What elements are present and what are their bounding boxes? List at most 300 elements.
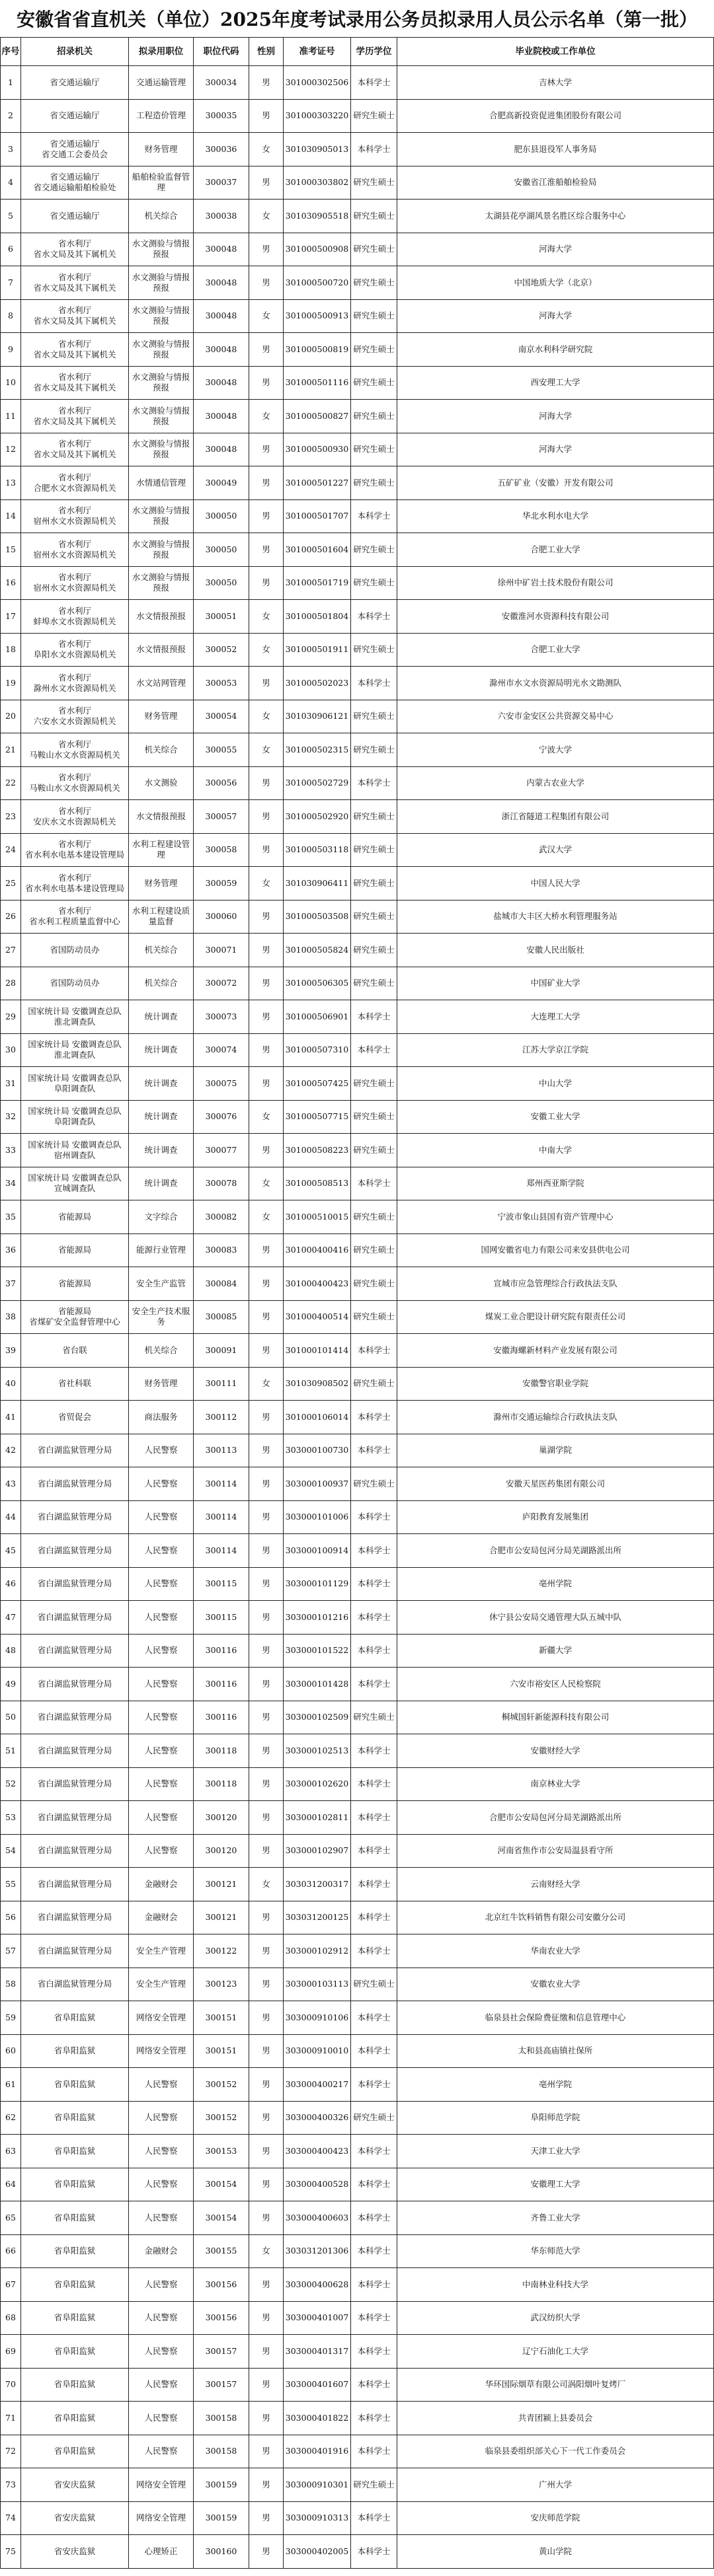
cell-position: 人民警察 xyxy=(129,2268,194,2302)
table-row xyxy=(0,1368,714,1401)
cell-agency: 省阜阳监狱 xyxy=(21,2035,129,2069)
cell-code: 300075 xyxy=(194,1067,249,1101)
cell-gender: 男 xyxy=(249,1401,284,1434)
cell-degree: 本科学士 xyxy=(351,1334,397,1368)
cell-gender: 男 xyxy=(249,333,284,367)
cell-gender: 男 xyxy=(249,1501,284,1535)
cell-school: 合肥市公安局包河分局芜湖路派出所 xyxy=(397,1801,714,1835)
cell-school: 西安理工大学 xyxy=(397,367,714,400)
cell-agency: 省阜阳监狱 xyxy=(21,2001,129,2035)
cell-degree: 研究生硕士 xyxy=(351,533,397,567)
table-row xyxy=(0,2435,714,2469)
cell-gender: 男 xyxy=(249,2068,284,2102)
cell-school: 庐阳教育发展集团 xyxy=(397,1501,714,1535)
table-row xyxy=(0,166,714,200)
cell-degree: 本科学士 xyxy=(351,1501,397,1535)
cell-agency: 省水利厅 省水利水电基本建设管理局 xyxy=(21,867,129,901)
column-header-seq: 序号 xyxy=(0,37,21,66)
cell-school: 中国人民大学 xyxy=(397,867,714,901)
cell-degree: 研究生硕士 xyxy=(351,867,397,901)
cell-school: 肥东县退役军人事务局 xyxy=(397,133,714,166)
cell-degree: 本科学士 xyxy=(351,2235,397,2269)
cell-agency: 省阜阳监狱 xyxy=(21,2435,129,2469)
cell-school: 滁州市水文水资源局明光水文勘测队 xyxy=(397,667,714,700)
table-row xyxy=(0,100,714,133)
cell-school: 合肥工业大学 xyxy=(397,533,714,567)
cell-seq: 13 xyxy=(0,466,21,500)
cell-agency: 省交通运输厅 xyxy=(21,66,129,100)
cell-position: 水文情报预报 xyxy=(129,600,194,634)
cell-code: 300078 xyxy=(194,1167,249,1201)
cell-school: 安徽人民出版社 xyxy=(397,934,714,967)
table-row xyxy=(0,1701,714,1735)
cell-school: 广州大学 xyxy=(397,2468,714,2502)
cell-gender: 女 xyxy=(249,2235,284,2269)
cell-code: 300115 xyxy=(194,1601,249,1635)
table-row xyxy=(0,700,714,734)
cell-position: 水文测验与情报预报 xyxy=(129,300,194,334)
cell-degree: 本科学士 xyxy=(351,2335,397,2369)
cell-exam-number: 301000507425 xyxy=(284,1067,351,1101)
cell-exam-number: 301000503508 xyxy=(284,901,351,934)
cell-code: 300153 xyxy=(194,2135,249,2168)
cell-exam-number: 301000500908 xyxy=(284,233,351,267)
cell-exam-number: 301030905013 xyxy=(284,133,351,166)
cell-school: 辽宁石油化工大学 xyxy=(397,2335,714,2369)
cell-code: 300059 xyxy=(194,867,249,901)
cell-code: 300118 xyxy=(194,1768,249,1802)
cell-code: 300114 xyxy=(194,1467,249,1501)
cell-gender: 男 xyxy=(249,2001,284,2035)
cell-seq: 24 xyxy=(0,834,21,867)
cell-school: 临泉县社会保险费征缴和信息管理中心 xyxy=(397,2001,714,2035)
cell-school: 天津工业大学 xyxy=(397,2135,714,2168)
cell-position: 机关综合 xyxy=(129,967,194,1001)
cell-school: 黄山学院 xyxy=(397,2535,714,2569)
cell-position: 统计调查 xyxy=(129,1167,194,1201)
cell-position: 水文测验与情报预报 xyxy=(129,333,194,367)
cell-position: 人民警察 xyxy=(129,1635,194,1668)
column-header-agency: 招录机关 xyxy=(21,37,129,66)
cell-position: 机关综合 xyxy=(129,200,194,233)
table-row xyxy=(0,400,714,433)
table-row xyxy=(0,2502,714,2536)
cell-position: 人民警察 xyxy=(129,1568,194,1601)
cell-seq: 29 xyxy=(0,1000,21,1034)
cell-code: 300048 xyxy=(194,400,249,433)
cell-gender: 女 xyxy=(249,1101,284,1134)
cell-seq: 68 xyxy=(0,2302,21,2336)
cell-exam-number: 301000507310 xyxy=(284,1034,351,1068)
table-row xyxy=(0,2201,714,2235)
cell-position: 财务管理 xyxy=(129,133,194,166)
cell-exam-number: 301000302506 xyxy=(284,66,351,100)
cell-degree: 本科学士 xyxy=(351,1901,397,1935)
cell-gender: 女 xyxy=(249,1167,284,1201)
cell-agency: 国家统计局 安徽调查总队 阜阳调查队 xyxy=(21,1101,129,1134)
cell-degree: 本科学士 xyxy=(351,2168,397,2202)
cell-exam-number: 303000910301 xyxy=(284,2468,351,2502)
table-row xyxy=(0,66,714,100)
cell-agency: 省水利厅 宿州水文水资源局机关 xyxy=(21,567,129,601)
cell-gender: 男 xyxy=(249,2268,284,2302)
cell-position: 人民警察 xyxy=(129,2302,194,2336)
cell-degree: 研究生硕士 xyxy=(351,433,397,467)
table-row xyxy=(0,266,714,300)
cell-code: 300158 xyxy=(194,2435,249,2469)
cell-school: 太和县高庙镇社保所 xyxy=(397,2035,714,2069)
table-row xyxy=(0,967,714,1001)
cell-seq: 28 xyxy=(0,967,21,1001)
cell-gender: 男 xyxy=(249,533,284,567)
cell-degree: 研究生硕士 xyxy=(351,567,397,601)
cell-school: 六安市裕安区人民检察院 xyxy=(397,1668,714,1701)
cell-seq: 61 xyxy=(0,2068,21,2102)
table-header xyxy=(0,37,714,66)
cell-degree: 本科学士 xyxy=(351,2502,397,2536)
cell-gender: 男 xyxy=(249,1067,284,1101)
cell-position: 水文测验与情报预报 xyxy=(129,266,194,300)
cell-agency: 省水利厅 省水文局及其下属机关 xyxy=(21,300,129,334)
cell-seq: 57 xyxy=(0,1934,21,1968)
cell-degree: 研究生硕士 xyxy=(351,733,397,767)
cell-degree: 本科学士 xyxy=(351,2402,397,2435)
cell-school: 中南大学 xyxy=(397,1134,714,1167)
table-row xyxy=(0,2302,714,2336)
cell-agency: 省水利厅 安庆水文水资源局机关 xyxy=(21,800,129,834)
cell-position: 商法服务 xyxy=(129,1401,194,1434)
cell-seq: 22 xyxy=(0,767,21,801)
cell-seq: 64 xyxy=(0,2168,21,2202)
cell-agency: 省水利厅 马鞍山水文水资源局机关 xyxy=(21,767,129,801)
cell-school: 阜阳师范学院 xyxy=(397,2102,714,2135)
cell-seq: 65 xyxy=(0,2201,21,2235)
cell-degree: 研究生硕士 xyxy=(351,1267,397,1301)
cell-gender: 男 xyxy=(249,1668,284,1701)
cell-gender: 男 xyxy=(249,1768,284,1802)
cell-school: 临泉县委组织部关心下一代工作委员会 xyxy=(397,2435,714,2469)
cell-code: 300122 xyxy=(194,1934,249,1968)
cell-position: 水文情报预报 xyxy=(129,634,194,667)
cell-gender: 女 xyxy=(249,1368,284,1401)
table-row xyxy=(0,600,714,634)
cell-seq: 11 xyxy=(0,400,21,433)
cell-code: 300151 xyxy=(194,2035,249,2069)
cell-degree: 研究生硕士 xyxy=(351,1200,397,1234)
cell-position: 统计调查 xyxy=(129,1067,194,1101)
cell-code: 300156 xyxy=(194,2302,249,2336)
cell-exam-number: 301000501227 xyxy=(284,466,351,500)
cell-agency: 省交通运输厅 xyxy=(21,100,129,133)
cell-school: 中国矿业大学 xyxy=(397,967,714,1001)
cell-school: 江苏大学京江学院 xyxy=(397,1034,714,1068)
cell-school: 新疆大学 xyxy=(397,1635,714,1668)
cell-code: 300157 xyxy=(194,2369,249,2402)
table-row xyxy=(0,1200,714,1234)
table-row xyxy=(0,300,714,334)
cell-school: 武汉大学 xyxy=(397,834,714,867)
cell-gender: 男 xyxy=(249,667,284,700)
cell-agency: 省安庆监狱 xyxy=(21,2468,129,2502)
cell-seq: 14 xyxy=(0,500,21,534)
cell-seq: 5 xyxy=(0,200,21,233)
cell-school: 共青团颍上县委员会 xyxy=(397,2402,714,2435)
cell-code: 300116 xyxy=(194,1701,249,1735)
column-header-exam-number: 准考证号 xyxy=(284,37,351,66)
cell-gender: 男 xyxy=(249,1134,284,1167)
cell-degree: 本科学士 xyxy=(351,133,397,166)
cell-degree: 本科学士 xyxy=(351,1167,397,1201)
cell-seq: 36 xyxy=(0,1234,21,1268)
cell-agency: 省水利厅 省水文局及其下属机关 xyxy=(21,433,129,467)
cell-degree: 研究生硕士 xyxy=(351,1067,397,1101)
cell-code: 300037 xyxy=(194,166,249,200)
cell-code: 300038 xyxy=(194,200,249,233)
cell-exam-number: 303000401822 xyxy=(284,2402,351,2435)
cell-agency: 省水利厅 省水文局及其下属机关 xyxy=(21,266,129,300)
cell-agency: 省阜阳监狱 xyxy=(21,2369,129,2402)
cell-gender: 女 xyxy=(249,733,284,767)
cell-position: 人民警察 xyxy=(129,2369,194,2402)
cell-degree: 研究生硕士 xyxy=(351,967,397,1001)
cell-seq: 59 xyxy=(0,2001,21,2035)
cell-gender: 男 xyxy=(249,1801,284,1835)
cell-seq: 2 xyxy=(0,100,21,133)
cell-seq: 12 xyxy=(0,433,21,467)
cell-degree: 研究生硕士 xyxy=(351,266,397,300)
cell-gender: 男 xyxy=(249,2135,284,2168)
cell-position: 人民警察 xyxy=(129,2435,194,2469)
cell-gender: 女 xyxy=(249,867,284,901)
cell-gender: 男 xyxy=(249,1334,284,1368)
cell-position: 人民警察 xyxy=(129,1701,194,1735)
cell-seq: 56 xyxy=(0,1901,21,1935)
cell-exam-number: 303000401916 xyxy=(284,2435,351,2469)
cell-position: 机关综合 xyxy=(129,934,194,967)
cell-agency: 省水利厅 宿州水文水资源局机关 xyxy=(21,533,129,567)
cell-code: 300118 xyxy=(194,1734,249,1768)
cell-degree: 本科学士 xyxy=(351,1534,397,1568)
cell-code: 300071 xyxy=(194,934,249,967)
cell-degree: 本科学士 xyxy=(351,2201,397,2235)
cell-gender: 男 xyxy=(249,2468,284,2502)
cell-school: 南京水利科学研究院 xyxy=(397,333,714,367)
cell-exam-number: 303000100914 xyxy=(284,1534,351,1568)
cell-seq: 38 xyxy=(0,1301,21,1335)
cell-code: 300048 xyxy=(194,333,249,367)
cell-degree: 本科学士 xyxy=(351,600,397,634)
cell-degree: 本科学士 xyxy=(351,2535,397,2569)
cell-position: 金融财会 xyxy=(129,1901,194,1935)
cell-code: 300154 xyxy=(194,2201,249,2235)
cell-position: 人民警察 xyxy=(129,2168,194,2202)
cell-exam-number: 303000402005 xyxy=(284,2535,351,2569)
table-row xyxy=(0,1401,714,1434)
cell-position: 人民警察 xyxy=(129,1434,194,1468)
table-row xyxy=(0,667,714,700)
table-row xyxy=(0,533,714,567)
cell-position: 水文站网管理 xyxy=(129,667,194,700)
table-row xyxy=(0,867,714,901)
table-row xyxy=(0,2102,714,2135)
cell-code: 300054 xyxy=(194,700,249,734)
table-row xyxy=(0,1968,714,2002)
cell-gender: 女 xyxy=(249,300,284,334)
cell-degree: 本科学士 xyxy=(351,1635,397,1668)
cell-school: 河海大学 xyxy=(397,300,714,334)
cell-seq: 16 xyxy=(0,567,21,601)
cell-code: 300159 xyxy=(194,2468,249,2502)
cell-position: 金融财会 xyxy=(129,2235,194,2269)
cell-degree: 本科学士 xyxy=(351,2369,397,2402)
cell-position: 人民警察 xyxy=(129,1467,194,1501)
cell-exam-number: 301000500930 xyxy=(284,433,351,467)
cell-position: 网络安全管理 xyxy=(129,2035,194,2069)
cell-school: 郑州西亚斯学院 xyxy=(397,1167,714,1201)
cell-school: 亳州学院 xyxy=(397,2068,714,2102)
cell-school: 煤炭工业合肥设计研究院有限责任公司 xyxy=(397,1301,714,1335)
table-row xyxy=(0,200,714,233)
cell-position: 水文测验与情报预报 xyxy=(129,400,194,433)
cell-agency: 国家统计局 安徽调查总队 淮北调查队 xyxy=(21,1034,129,1068)
cell-position: 安全生产技术服务 xyxy=(129,1301,194,1335)
cell-position: 机关综合 xyxy=(129,1334,194,1368)
table-row xyxy=(0,1868,714,1901)
cell-school: 河海大学 xyxy=(397,400,714,433)
cell-seq: 58 xyxy=(0,1968,21,2002)
cell-school: 宁波大学 xyxy=(397,733,714,767)
cell-exam-number: 303031201306 xyxy=(284,2235,351,2269)
cell-school: 河南省焦作市公安局温县看守所 xyxy=(397,1835,714,1868)
table-row xyxy=(0,1067,714,1101)
cell-code: 300082 xyxy=(194,1200,249,1234)
cell-seq: 39 xyxy=(0,1334,21,1368)
cell-agency: 省白湖监狱管理分局 xyxy=(21,1901,129,1935)
table-row xyxy=(0,1601,714,1635)
cell-degree: 研究生硕士 xyxy=(351,233,397,267)
cell-degree: 本科学士 xyxy=(351,1835,397,1868)
cell-position: 人民警察 xyxy=(129,2102,194,2135)
cell-agency: 省白湖监狱管理分局 xyxy=(21,1934,129,1968)
cell-agency: 省白湖监狱管理分局 xyxy=(21,1668,129,1701)
cell-exam-number: 303000102509 xyxy=(284,1701,351,1735)
cell-code: 300120 xyxy=(194,1835,249,1868)
cell-degree: 本科学士 xyxy=(351,2068,397,2102)
cell-degree: 本科学士 xyxy=(351,2001,397,2035)
table-row xyxy=(0,2068,714,2102)
table-row xyxy=(0,2468,714,2502)
table-row xyxy=(0,2035,714,2069)
cell-code: 300048 xyxy=(194,433,249,467)
cell-exam-number: 303000101006 xyxy=(284,1501,351,1535)
cell-agency: 省白湖监狱管理分局 xyxy=(21,1501,129,1535)
cell-gender: 男 xyxy=(249,233,284,267)
cell-code: 300116 xyxy=(194,1668,249,1701)
cell-code: 300034 xyxy=(194,66,249,100)
cell-code: 300160 xyxy=(194,2535,249,2569)
cell-gender: 男 xyxy=(249,2535,284,2569)
cell-gender: 男 xyxy=(249,100,284,133)
cell-agency: 省白湖监狱管理分局 xyxy=(21,1434,129,1468)
cell-school: 华北水利水电大学 xyxy=(397,500,714,534)
cell-degree: 研究生硕士 xyxy=(351,333,397,367)
cell-agency: 省社科联 xyxy=(21,1368,129,1401)
cell-exam-number: 301000106014 xyxy=(284,1401,351,1434)
cell-exam-number: 303000102912 xyxy=(284,1934,351,1968)
cell-exam-number: 301030908502 xyxy=(284,1368,351,1401)
cell-exam-number: 303000102620 xyxy=(284,1768,351,1802)
cell-agency: 国家统计局 安徽调查总队 淮北调查队 xyxy=(21,1000,129,1034)
table-row xyxy=(0,2268,714,2302)
column-header-school: 毕业院校或工作单位 xyxy=(397,37,714,66)
cell-agency: 省能源局 省煤矿安全监督管理中心 xyxy=(21,1301,129,1335)
cell-code: 300114 xyxy=(194,1534,249,1568)
cell-school: 浙江省隧道工程集团有限公司 xyxy=(397,800,714,834)
cell-exam-number: 301000502023 xyxy=(284,667,351,700)
cell-seq: 52 xyxy=(0,1768,21,1802)
cell-seq: 32 xyxy=(0,1101,21,1134)
table-row xyxy=(0,733,714,767)
cell-exam-number: 303000102513 xyxy=(284,1734,351,1768)
cell-seq: 43 xyxy=(0,1467,21,1501)
cell-code: 300076 xyxy=(194,1101,249,1134)
cell-code: 300121 xyxy=(194,1868,249,1901)
cell-seq: 60 xyxy=(0,2035,21,2069)
table-row xyxy=(0,1434,714,1468)
cell-school: 华东师范大学 xyxy=(397,2235,714,2269)
cell-code: 300073 xyxy=(194,1000,249,1034)
table-row xyxy=(0,901,714,934)
cell-agency: 省能源局 xyxy=(21,1234,129,1268)
table-row xyxy=(0,1668,714,1701)
cell-seq: 55 xyxy=(0,1868,21,1901)
cell-agency: 省水利厅 省水利工程质量监督中心 xyxy=(21,901,129,934)
cell-code: 300058 xyxy=(194,834,249,867)
cell-exam-number: 303031200125 xyxy=(284,1901,351,1935)
cell-exam-number: 301000505824 xyxy=(284,934,351,967)
cell-agency: 省国防动员办 xyxy=(21,934,129,967)
cell-school: 中南林业科技大学 xyxy=(397,2268,714,2302)
cell-seq: 25 xyxy=(0,867,21,901)
cell-code: 300157 xyxy=(194,2335,249,2369)
table-row xyxy=(0,567,714,601)
table-row xyxy=(0,1501,714,1535)
cell-seq: 1 xyxy=(0,66,21,100)
cell-degree: 本科学士 xyxy=(351,2135,397,2168)
cell-exam-number: 303000401007 xyxy=(284,2302,351,2336)
cell-code: 300154 xyxy=(194,2168,249,2202)
cell-agency: 省水利厅 宿州水文水资源局机关 xyxy=(21,500,129,534)
cell-position: 人民警察 xyxy=(129,1801,194,1835)
cell-position: 金融财会 xyxy=(129,1868,194,1901)
table-row xyxy=(0,1034,714,1068)
table-row xyxy=(0,934,714,967)
cell-position: 安全生产管理 xyxy=(129,1968,194,2002)
cell-gender: 男 xyxy=(249,1267,284,1301)
cell-agency: 省能源局 xyxy=(21,1267,129,1301)
cell-code: 300152 xyxy=(194,2068,249,2102)
cell-code: 300116 xyxy=(194,1635,249,1668)
cell-exam-number: 303000103113 xyxy=(284,1968,351,2002)
cell-degree: 本科学士 xyxy=(351,1801,397,1835)
cell-degree: 研究生硕士 xyxy=(351,1301,397,1335)
cell-degree: 研究生硕士 xyxy=(351,367,397,400)
cell-seq: 20 xyxy=(0,700,21,734)
cell-exam-number: 303000400603 xyxy=(284,2201,351,2235)
cell-agency: 省白湖监狱管理分局 xyxy=(21,1635,129,1668)
cell-seq: 33 xyxy=(0,1134,21,1167)
cell-gender: 男 xyxy=(249,1301,284,1335)
